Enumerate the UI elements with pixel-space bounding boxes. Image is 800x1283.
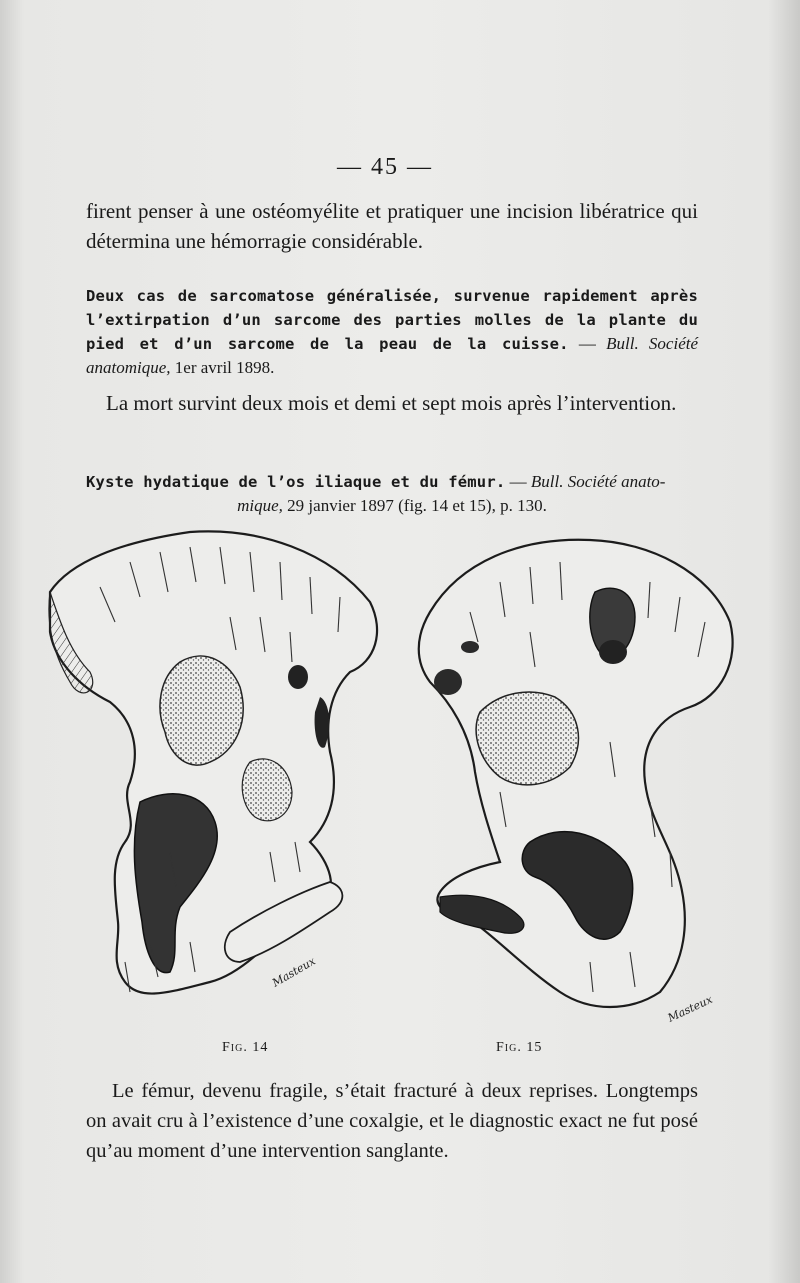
entry-2-title: Kyste hydatique de l’os iliaque et du fémur. <box>86 473 506 491</box>
bibliography-entry-1 <box>86 284 698 380</box>
page-number: — 45 — <box>337 154 433 180</box>
entry-1-date: 1er avril 1898. <box>170 358 275 377</box>
fig-15-bone <box>419 540 733 1025</box>
figure-15-caption: Fig. 15 <box>496 1040 543 1055</box>
fig-15-signature: Masteux <box>665 992 715 1025</box>
entry-1-title: Deux cas de sarcomatose généralisée, survenue rapidement après l’extirpation d’un sarcome des parties molles de la plante du pied et d’un sarcome de la peau de la cuisse. <box>86 287 698 353</box>
paragraph-diagnosis: Le fémur, devenu fragile, s’était fracturé à deux reprises. Longtemps on avait cru à l’existence d’une coxalgie, et le diagnostic exact ne fut posé qu’au moment d’une intervention sanglante. <box>86 1080 698 1162</box>
paragraph-outcome: La mort survint deux mois et demi et sept mois après l’intervention. <box>106 391 677 415</box>
bone-engravings <box>30 522 760 1042</box>
paragraph-continuation: firent penser à une ostéomyélite et pratiquer une incision libératrice qui détermina une hémorragie considérable. <box>86 199 698 253</box>
fig-14-bone <box>49 531 377 993</box>
entry-1-reference: Bull. Société anatomique, <box>86 334 699 377</box>
fig-14-signature: Masteux <box>270 954 318 990</box>
entry-2-reference: Bull. Société anato- <box>530 472 666 491</box>
figures-illustration <box>30 522 760 1042</box>
entry-2-continuation <box>86 494 698 518</box>
figure-14-caption: Fig. 14 <box>222 1040 269 1055</box>
entry-2-dash: — <box>505 472 531 491</box>
entry-2-rest: 29 janvier 1897 (fig. 14 et 15), p. 130. <box>282 496 547 515</box>
bibliography-entry-2 <box>86 470 698 518</box>
entry-2-reference-end: mique, <box>237 496 283 515</box>
entry-1-dash: — <box>568 334 607 353</box>
